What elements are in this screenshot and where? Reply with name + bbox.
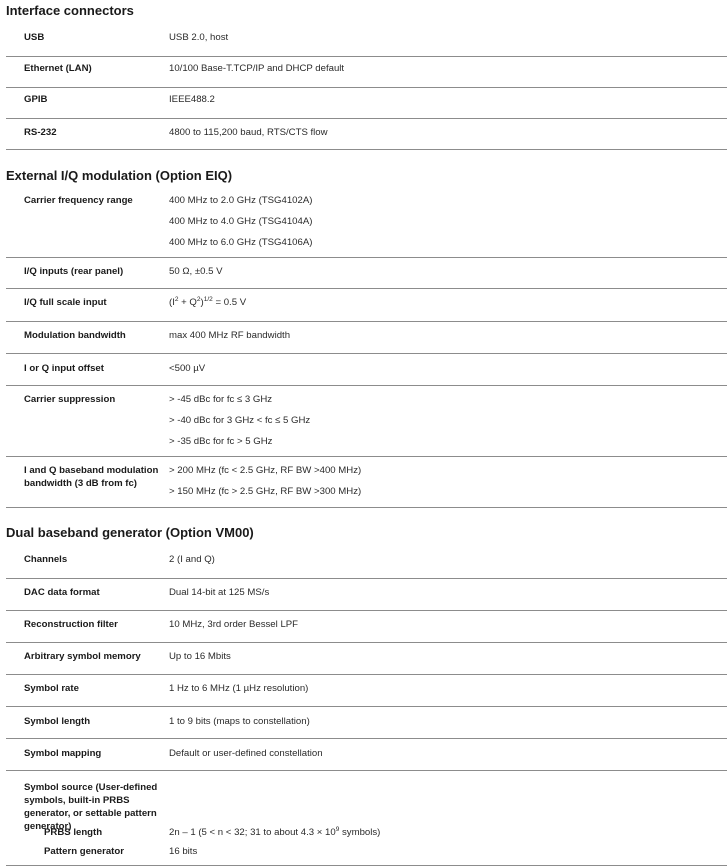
spec-value bbox=[169, 842, 727, 865]
formula-superscript: 9 bbox=[335, 826, 340, 833]
section-title: Interface connectors bbox=[6, 3, 134, 18]
spec-row-dac-data-format bbox=[6, 579, 727, 611]
formula-text: symbols) bbox=[339, 827, 381, 838]
spec-row-arbitrary-symbol-memory bbox=[6, 643, 727, 675]
spec-value-formula bbox=[169, 826, 727, 839]
section-dual-baseband-generator bbox=[0, 522, 728, 866]
formula-text: (I bbox=[169, 297, 175, 308]
spec-row-ethernet bbox=[6, 57, 727, 88]
spec-value-line: > -45 dBc for fc ≤ 3 GHz bbox=[169, 394, 273, 405]
spec-label: PRBS length bbox=[44, 827, 103, 838]
spec-value-line: Dual 14-bit at 125 MS/s bbox=[169, 587, 270, 598]
spec-value-line: 4800 to 115,200 baud, RTS/CTS flow bbox=[169, 127, 328, 138]
spec-value bbox=[169, 57, 727, 87]
spec-value bbox=[169, 643, 727, 674]
spec-value-line: > -40 dBc for 3 GHz < fc ≤ 5 GHz bbox=[169, 415, 311, 426]
spec-label: DAC data format bbox=[24, 587, 100, 598]
spec-value-line: <500 µV bbox=[169, 363, 206, 374]
spec-value-line: IEEE488.2 bbox=[169, 94, 215, 105]
spec-label: RS-232 bbox=[24, 127, 57, 138]
spec-row-symbol-source bbox=[6, 771, 727, 832]
formula-superscript: 1/2 bbox=[203, 296, 213, 303]
spec-value bbox=[169, 26, 727, 56]
spec-row-reconstruction-filter bbox=[6, 611, 727, 643]
spec-value-line: 400 MHz to 4.0 GHz (TSG4104A) bbox=[169, 216, 313, 227]
spec-row-gpib bbox=[6, 88, 727, 119]
formula-text: ) bbox=[200, 297, 204, 308]
spec-value-line: Default or user-defined constellation bbox=[169, 748, 323, 759]
formula-superscript: 2 bbox=[174, 296, 179, 303]
spec-label: Symbol rate bbox=[24, 683, 79, 694]
spec-value bbox=[169, 322, 727, 353]
formula-text: + Q bbox=[178, 297, 197, 308]
spec-value bbox=[169, 611, 727, 642]
spec-label: Symbol source (User-defined symbols, built-in PRBS generator, or settable pattern generator) bbox=[24, 782, 158, 832]
spec-label: Ethernet (LAN) bbox=[24, 63, 92, 74]
spec-value-formula bbox=[169, 296, 727, 309]
spec-value bbox=[169, 386, 727, 456]
spec-row-iq-baseband-bandwidth bbox=[6, 457, 727, 508]
spec-row-usb bbox=[6, 26, 727, 57]
spec-row-channels bbox=[6, 548, 727, 579]
spec-value bbox=[169, 258, 727, 288]
spec-row-carrier-suppression bbox=[6, 386, 727, 457]
spec-value-line: > 200 MHz (fc < 2.5 GHz, RF BW >400 MHz) bbox=[169, 465, 362, 476]
spec-value-line: 400 MHz to 6.0 GHz (TSG4106A) bbox=[169, 237, 313, 248]
spec-value-line: > -35 dBc for fc > 5 GHz bbox=[169, 436, 273, 447]
spec-row-modulation-bandwidth bbox=[6, 322, 727, 354]
spec-label: USB bbox=[24, 32, 45, 43]
spec-value-line: USB 2.0, host bbox=[169, 32, 229, 43]
spec-table bbox=[6, 26, 727, 150]
spec-label: Symbol length bbox=[24, 716, 91, 727]
spec-value-line: 50 Ω, ±0.5 V bbox=[169, 266, 223, 277]
spec-value-line: max 400 MHz RF bandwidth bbox=[169, 330, 291, 341]
spec-value bbox=[169, 548, 727, 578]
spec-value bbox=[169, 354, 727, 385]
spec-row-pattern-generator bbox=[6, 842, 727, 866]
spec-label: Channels bbox=[24, 554, 68, 565]
spec-value bbox=[169, 579, 727, 610]
spec-table bbox=[6, 191, 727, 508]
spec-row-iq-full-scale-input bbox=[6, 289, 727, 322]
spec-value bbox=[169, 739, 727, 770]
spec-value bbox=[169, 88, 727, 118]
spec-value bbox=[169, 119, 727, 149]
spec-value bbox=[169, 289, 727, 321]
spec-value-line: Up to 16 Mbits bbox=[169, 651, 231, 662]
spec-value bbox=[176, 771, 727, 823]
spec-label: Reconstruction filter bbox=[24, 619, 118, 630]
spec-value-line: 10/100 Base-T.TCP/IP and DHCP default bbox=[169, 63, 345, 74]
formula-text: 2n – 1 (5 < n < 32; 31 to about 4.3 × 10 bbox=[169, 827, 336, 838]
spec-row-symbol-rate bbox=[6, 675, 727, 707]
section-title: External I/Q modulation (Option EIQ) bbox=[6, 168, 233, 183]
spec-label: I/Q full scale input bbox=[24, 297, 107, 308]
section-interface-connectors bbox=[0, 0, 728, 150]
spec-row-prbs-length bbox=[6, 823, 727, 842]
spec-label: Pattern generator bbox=[44, 846, 124, 857]
spec-row-symbol-mapping bbox=[6, 739, 727, 771]
spec-value bbox=[169, 457, 727, 507]
spec-value bbox=[169, 675, 727, 706]
spec-value-line: 10 MHz, 3rd order Bessel LPF bbox=[169, 619, 299, 630]
spec-row-carrier-frequency-range bbox=[6, 191, 727, 258]
spec-value bbox=[169, 191, 727, 257]
section-external-iq-modulation bbox=[0, 165, 728, 508]
spec-label: Symbol mapping bbox=[24, 748, 102, 759]
spec-label: Carrier suppression bbox=[24, 394, 116, 405]
spec-value bbox=[169, 707, 727, 738]
spec-label: I/Q inputs (rear panel) bbox=[24, 266, 124, 277]
spec-row-iq-inputs bbox=[6, 258, 727, 289]
spec-label: Modulation bandwidth bbox=[24, 330, 126, 341]
spec-label: I or Q input offset bbox=[24, 363, 104, 374]
spec-value-line: 1 Hz to 6 MHz (1 µHz resolution) bbox=[169, 683, 309, 694]
spec-value bbox=[169, 823, 727, 842]
spec-row-rs232 bbox=[6, 119, 727, 150]
spec-value-line: > 150 MHz (fc > 2.5 GHz, RF BW >300 MHz) bbox=[169, 486, 362, 497]
formula-superscript: 2 bbox=[196, 296, 201, 303]
spec-row-symbol-length bbox=[6, 707, 727, 739]
section-title: Dual baseband generator (Option VM00) bbox=[6, 525, 254, 540]
spec-label: Arbitrary symbol memory bbox=[24, 651, 141, 662]
spec-row-iq-input-offset bbox=[6, 354, 727, 386]
spec-label: GPIB bbox=[24, 94, 48, 105]
formula-text: = 0.5 V bbox=[212, 297, 247, 308]
spec-value-line: 2 (I and Q) bbox=[169, 554, 215, 565]
spec-value-line: 1 to 9 bits (maps to constellation) bbox=[169, 716, 310, 727]
spec-table bbox=[6, 548, 727, 866]
spec-value-line: 16 bits bbox=[169, 846, 198, 857]
spec-value-line: 400 MHz to 2.0 GHz (TSG4102A) bbox=[169, 195, 313, 206]
spec-label: I and Q baseband modulation bandwidth (3 dB from fc) bbox=[24, 465, 159, 489]
spec-label: Carrier frequency range bbox=[24, 195, 133, 206]
